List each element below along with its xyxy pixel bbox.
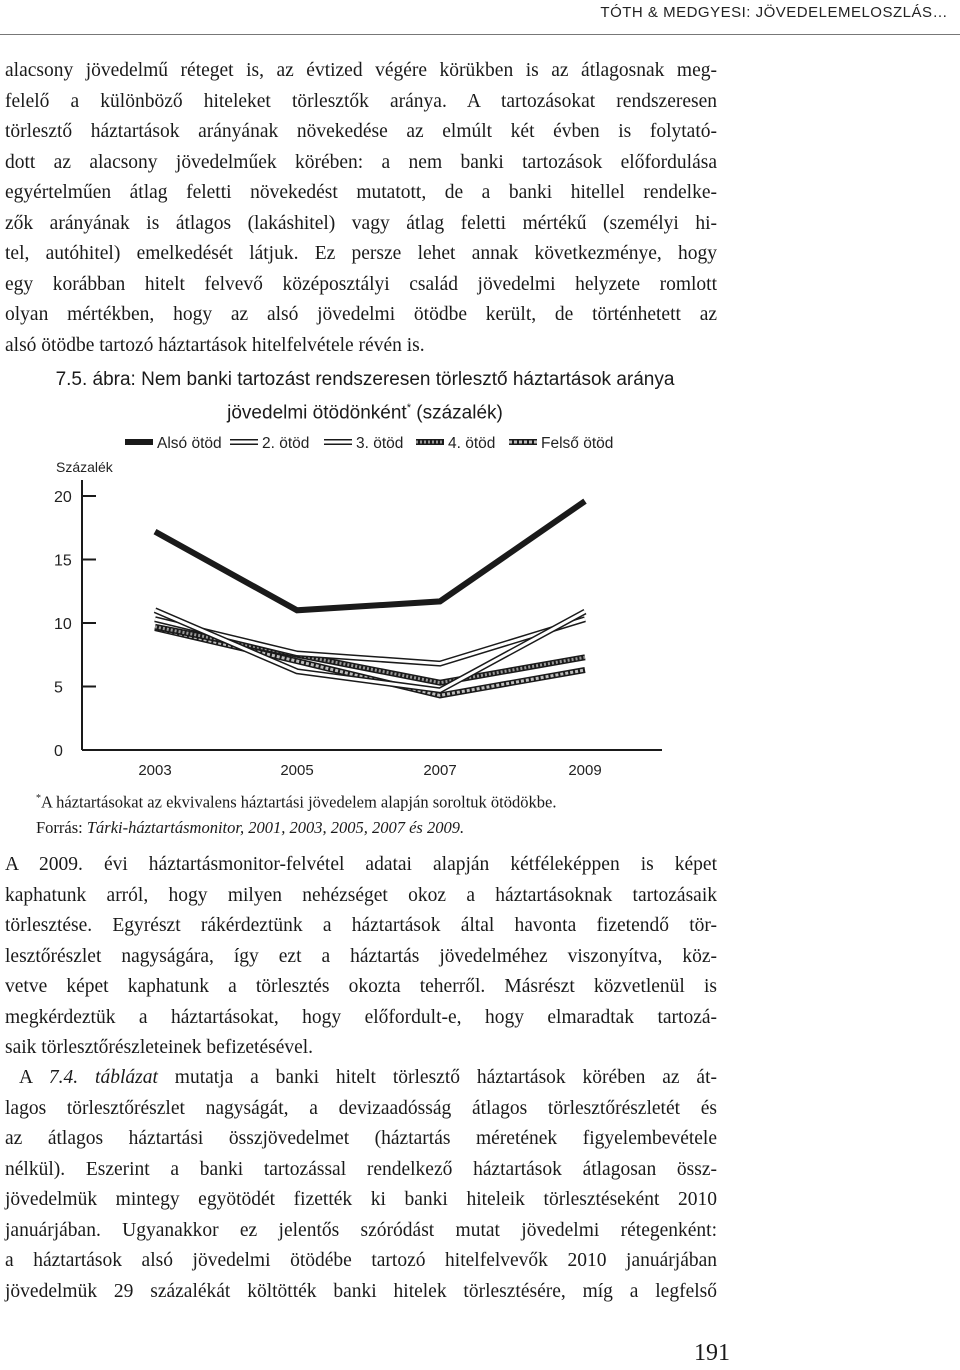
paragraph-3-line: jövedelmük mintegy egyötödét fizették ki banki hiteleik törlesztéseként 2010 xyxy=(5,1189,717,1210)
y-axis-label: Százalék xyxy=(56,459,113,475)
running-head: TÓTH & MEDGYESI: JÖVEDELEMELOSZLÁS… xyxy=(600,4,948,21)
x-tick-label: 2005 xyxy=(280,762,314,779)
y-tick-label: 20 xyxy=(54,489,72,506)
legend-label: Felső ötöd xyxy=(541,435,614,452)
x-tick-label: 2009 xyxy=(568,762,602,779)
figure-footnote: *A háztartásokat az ekvivalens háztartási jövedelem alapján soroltuk ötödökbe. xyxy=(36,792,557,812)
figure-source: Forrás: Tárki-háztartásmonitor, 2001, 2003, 2005, 2007 és 2009. xyxy=(36,817,465,837)
paragraph-2-line: megkérdeztük a háztartásokat, hogy előfordult-e, hogy elmaradtak tartozá- xyxy=(5,1006,717,1028)
paragraph-1-line: alacsony jövedelmű réteget is, az évtized végére körükben is az átlagosnak meg- xyxy=(5,60,717,81)
paragraph-2 xyxy=(5,850,717,1064)
figure-title-line1: 7.5. ábra: Nem banki tartozást rendszeresen törlesztő háztartások aránya xyxy=(55,369,675,390)
legend-label: Alsó ötöd xyxy=(157,435,222,452)
y-tick-label: 0 xyxy=(54,743,63,760)
paragraph-3-line: nélkül). Eszerint a banki tartozással rendelkező háztartások átlagosan össz- xyxy=(5,1158,717,1180)
series-1-line xyxy=(155,501,585,610)
paragraph-3-line: jövedelmük 29 százalékát költötték banki hitelek törlesztésére, míg a legfelső xyxy=(5,1280,717,1302)
paragraph-1-line: zők arányának is átlagos (lakáshitel) vagy átlag feletti mértékű (személyi hi- xyxy=(5,212,717,234)
legend-label: 2. ötöd xyxy=(262,435,310,452)
paragraph-1 xyxy=(5,56,717,361)
legend-label: 3. ötöd xyxy=(356,435,404,452)
header-rule xyxy=(0,34,960,35)
paragraph-2-line: saik törlesztőrészleteinek befizetésével. xyxy=(5,1037,314,1058)
paragraph-1-line: egyértelműen átlag feletti növekedést mutatott, de a banki hitellel rendelke- xyxy=(5,182,717,203)
paragraph-1-line: dott az alacsony jövedelműek körében: a nem banki tartozások előfordulása xyxy=(5,151,717,173)
x-tick-label: 2007 xyxy=(423,762,457,779)
paragraph-2-line: törlesztése. Egyrészt rákérdeztünk a háztartások által havonta fizetendő tör- xyxy=(5,915,717,936)
paragraph-3-line: az átlagos háztartási összjövedelmet (háztartás méretének figyelembevétele xyxy=(5,1128,717,1149)
paragraph-2-line: kaphatunk arról, hogy milyen nehézséget okoz a háztartásoknak tartozásaik xyxy=(5,884,717,906)
figure-title-line2: jövedelmi ötödönként* (százalék) xyxy=(227,402,503,424)
paragraph-2-line: lesztőrészlet nagyságára, így ezt a háztartás jövedelméhez viszonyítva, köz- xyxy=(5,945,717,967)
paragraph-3-line: januárjában. Ugyanakkor ez jelentős szóródást mutat jövedelmi rétegenként: xyxy=(5,1219,717,1241)
y-tick-label: 5 xyxy=(54,679,63,697)
paragraph-3 xyxy=(5,1063,717,1307)
figure-notes xyxy=(36,786,736,840)
y-tick-label: 10 xyxy=(54,616,72,633)
paragraph-2-line: A 2009. évi háztartásmonitor-felvétel adatai alapján kétféleképpen is képet xyxy=(5,854,717,875)
paragraph-1-line: tel, autóhitel) emelkedését látjuk. Ez persze lehet annak következménye, hogy xyxy=(5,243,717,264)
paragraph-1-line: felelő a különböző hiteleket törlesztők aránya. A tartozásokat rendszeresen xyxy=(5,90,717,112)
paragraph-3-line: a háztartások alsó jövedelmi ötödébe tartozó hitelfelvevők 2010 januárjában xyxy=(5,1250,717,1271)
page-number: 191 xyxy=(694,1340,730,1366)
x-tick-label: 2003 xyxy=(138,762,172,779)
paragraph-3-line: A 7.4. táblázat mutatja a banki hitelt törlesztő háztartások körében az át- xyxy=(19,1067,718,1088)
paragraph-1-line: egy korábban hitelt felvevő középosztályi család jövedelmi helyzete romlott xyxy=(5,273,717,295)
figure-title xyxy=(0,366,730,427)
line-chart xyxy=(30,420,730,780)
y-tick-label: 15 xyxy=(54,552,72,570)
paragraph-1-line: olyan mértékben, hogy az alsó jövedelmi ötödbe került, de történhetett az xyxy=(5,304,717,325)
legend-label: 4. ötöd xyxy=(448,435,496,452)
paragraph-1-line: alsó ötödbe tartozó háztartások hitelfelvétele révén is. xyxy=(5,334,425,356)
paragraph-1-line: törlesztő háztartások arányának növekedése az elmúlt két évben is folytató- xyxy=(5,121,717,142)
paragraph-2-line: vetve képet kaphatunk a törlesztés okozta teherről. Másrészt közvetlenül is xyxy=(5,976,717,997)
paragraph-3-line: lagos törlesztőrészlet nagyságát, a devizaadósság átlagos törlesztőrészletét és xyxy=(5,1097,717,1119)
